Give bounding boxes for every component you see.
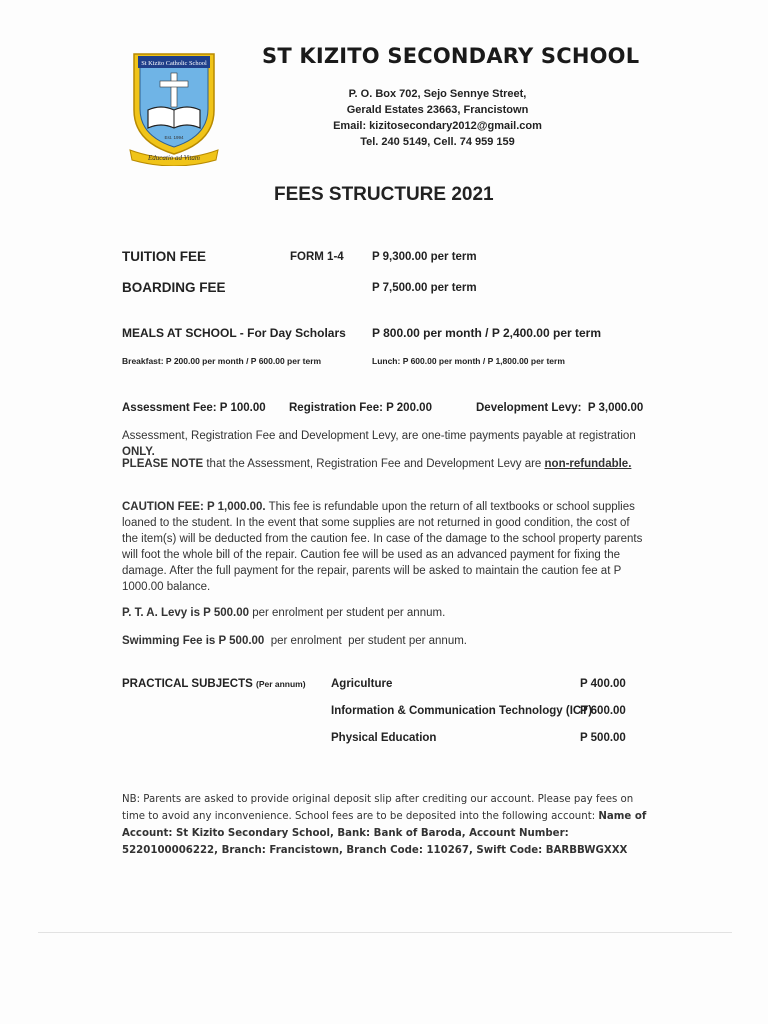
meals-label: MEALS AT SCHOOL - For Day Scholars bbox=[122, 326, 346, 340]
crest-motto: Educatio ad Vitam bbox=[148, 154, 200, 162]
cross-icon bbox=[171, 73, 177, 107]
caution-fee-paragraph: CAUTION FEE: P 1,000.00. This fee is refundable upon the return of all textbooks or school supplies loaned to the student. In the event that some supplies are not returned in good condition, the cost of the item(s) will be deducted from the caution fee. In case of the damage to the school property parents will foot the whole bill of the repair. Caution fee will be used as an advanced payment for fixing the damage. After the full payment for the repair, parents will be asked to maintain the caution fee at P 1000.00 balance. bbox=[122, 501, 643, 593]
one-time-note: Assessment, Registration Fee and Development Levy, are one-time payments payable at registration ONLY. bbox=[122, 430, 636, 458]
lunch-fee: Lunch: P 600.00 per month / P 1,800.00 per term bbox=[372, 356, 565, 366]
breakfast-fee: Breakfast: P 200.00 per month / P 600.00 per term bbox=[122, 356, 322, 366]
boarding-label: BOARDING FEE bbox=[122, 280, 226, 295]
payment-note: NB: Parents are asked to provide original deposit slip after crediting our account. Please pay fees on time to avoid any inconvenience. School fees are to be deposited into the following account: Name of Account: St Kizito Secondary School, Bank: Bank of Baroda, Account Number: 5220100006222, Branch: Francistown, Branch Code: 110267, Swift Code: BARBBWGXXX bbox=[122, 794, 647, 856]
pta-levy: P. T. A. Levy is P 500.00 per enrolment per student per annum. bbox=[122, 607, 446, 619]
caution-fee-label: CAUTION FEE: P 1,000.00. bbox=[122, 501, 266, 513]
page-title: FEES STRUCTURE 2021 bbox=[274, 184, 494, 205]
subject-name: Information & Communication Technology (ICT) bbox=[331, 705, 593, 717]
practical-subjects-label: PRACTICAL SUBJECTS (Per annum) bbox=[122, 678, 306, 690]
crest-banner: St Kizito Catholic School bbox=[141, 60, 207, 67]
email: Email: kizitosecondary2012@gmail.com bbox=[333, 120, 542, 132]
subject-amount: P 400.00 bbox=[580, 678, 626, 690]
bank-account-details: Name of Account: St Kizito Secondary School, Bank: Bank of Baroda, Account Number: 5220100006222, Branch: Francistown, Branch Code: 110267, Swift Code: BARBBWGXXX bbox=[122, 811, 647, 856]
crest-est: Est. 1994 bbox=[164, 135, 184, 140]
boarding-amount: P 7,500.00 per term bbox=[372, 282, 477, 294]
development-levy: Development Levy: P 3,000.00 bbox=[476, 402, 644, 414]
registration-fee: Registration Fee: P 200.00 bbox=[289, 402, 432, 414]
school-address bbox=[330, 86, 545, 150]
page-bottom-edge bbox=[38, 932, 732, 933]
meals-amount: P 800.00 per month / P 2,400.00 per term bbox=[372, 326, 602, 340]
non-refundable-note: PLEASE NOTE that the Assessment, Registration Fee and Development Levy are non-refundable. bbox=[122, 458, 632, 470]
subject-name: Physical Education bbox=[331, 732, 437, 744]
assessment-fee: Assessment Fee: P 100.00 bbox=[122, 402, 266, 414]
address-line-1: P. O. Box 702, Sejo Sennye Street, bbox=[348, 88, 527, 100]
subject-name: Agriculture bbox=[331, 678, 393, 690]
subject-amount: P 600.00 bbox=[580, 705, 626, 717]
phone: Tel. 240 5149, Cell. 74 959 159 bbox=[360, 136, 515, 148]
school-name: ST KIZITO SECONDARY SCHOOL bbox=[262, 44, 640, 68]
tuition-amount: P 9,300.00 per term bbox=[372, 251, 477, 263]
subject-amount: P 500.00 bbox=[580, 732, 626, 744]
school-crest-logo bbox=[128, 50, 220, 166]
tuition-form: FORM 1-4 bbox=[290, 251, 344, 263]
swimming-fee: Swimming Fee is P 500.00 per enrolment per student per annum. bbox=[122, 635, 467, 647]
tuition-label: TUITION FEE bbox=[122, 249, 206, 264]
address-line-2: Gerald Estates 23663, Francistown bbox=[346, 104, 529, 116]
